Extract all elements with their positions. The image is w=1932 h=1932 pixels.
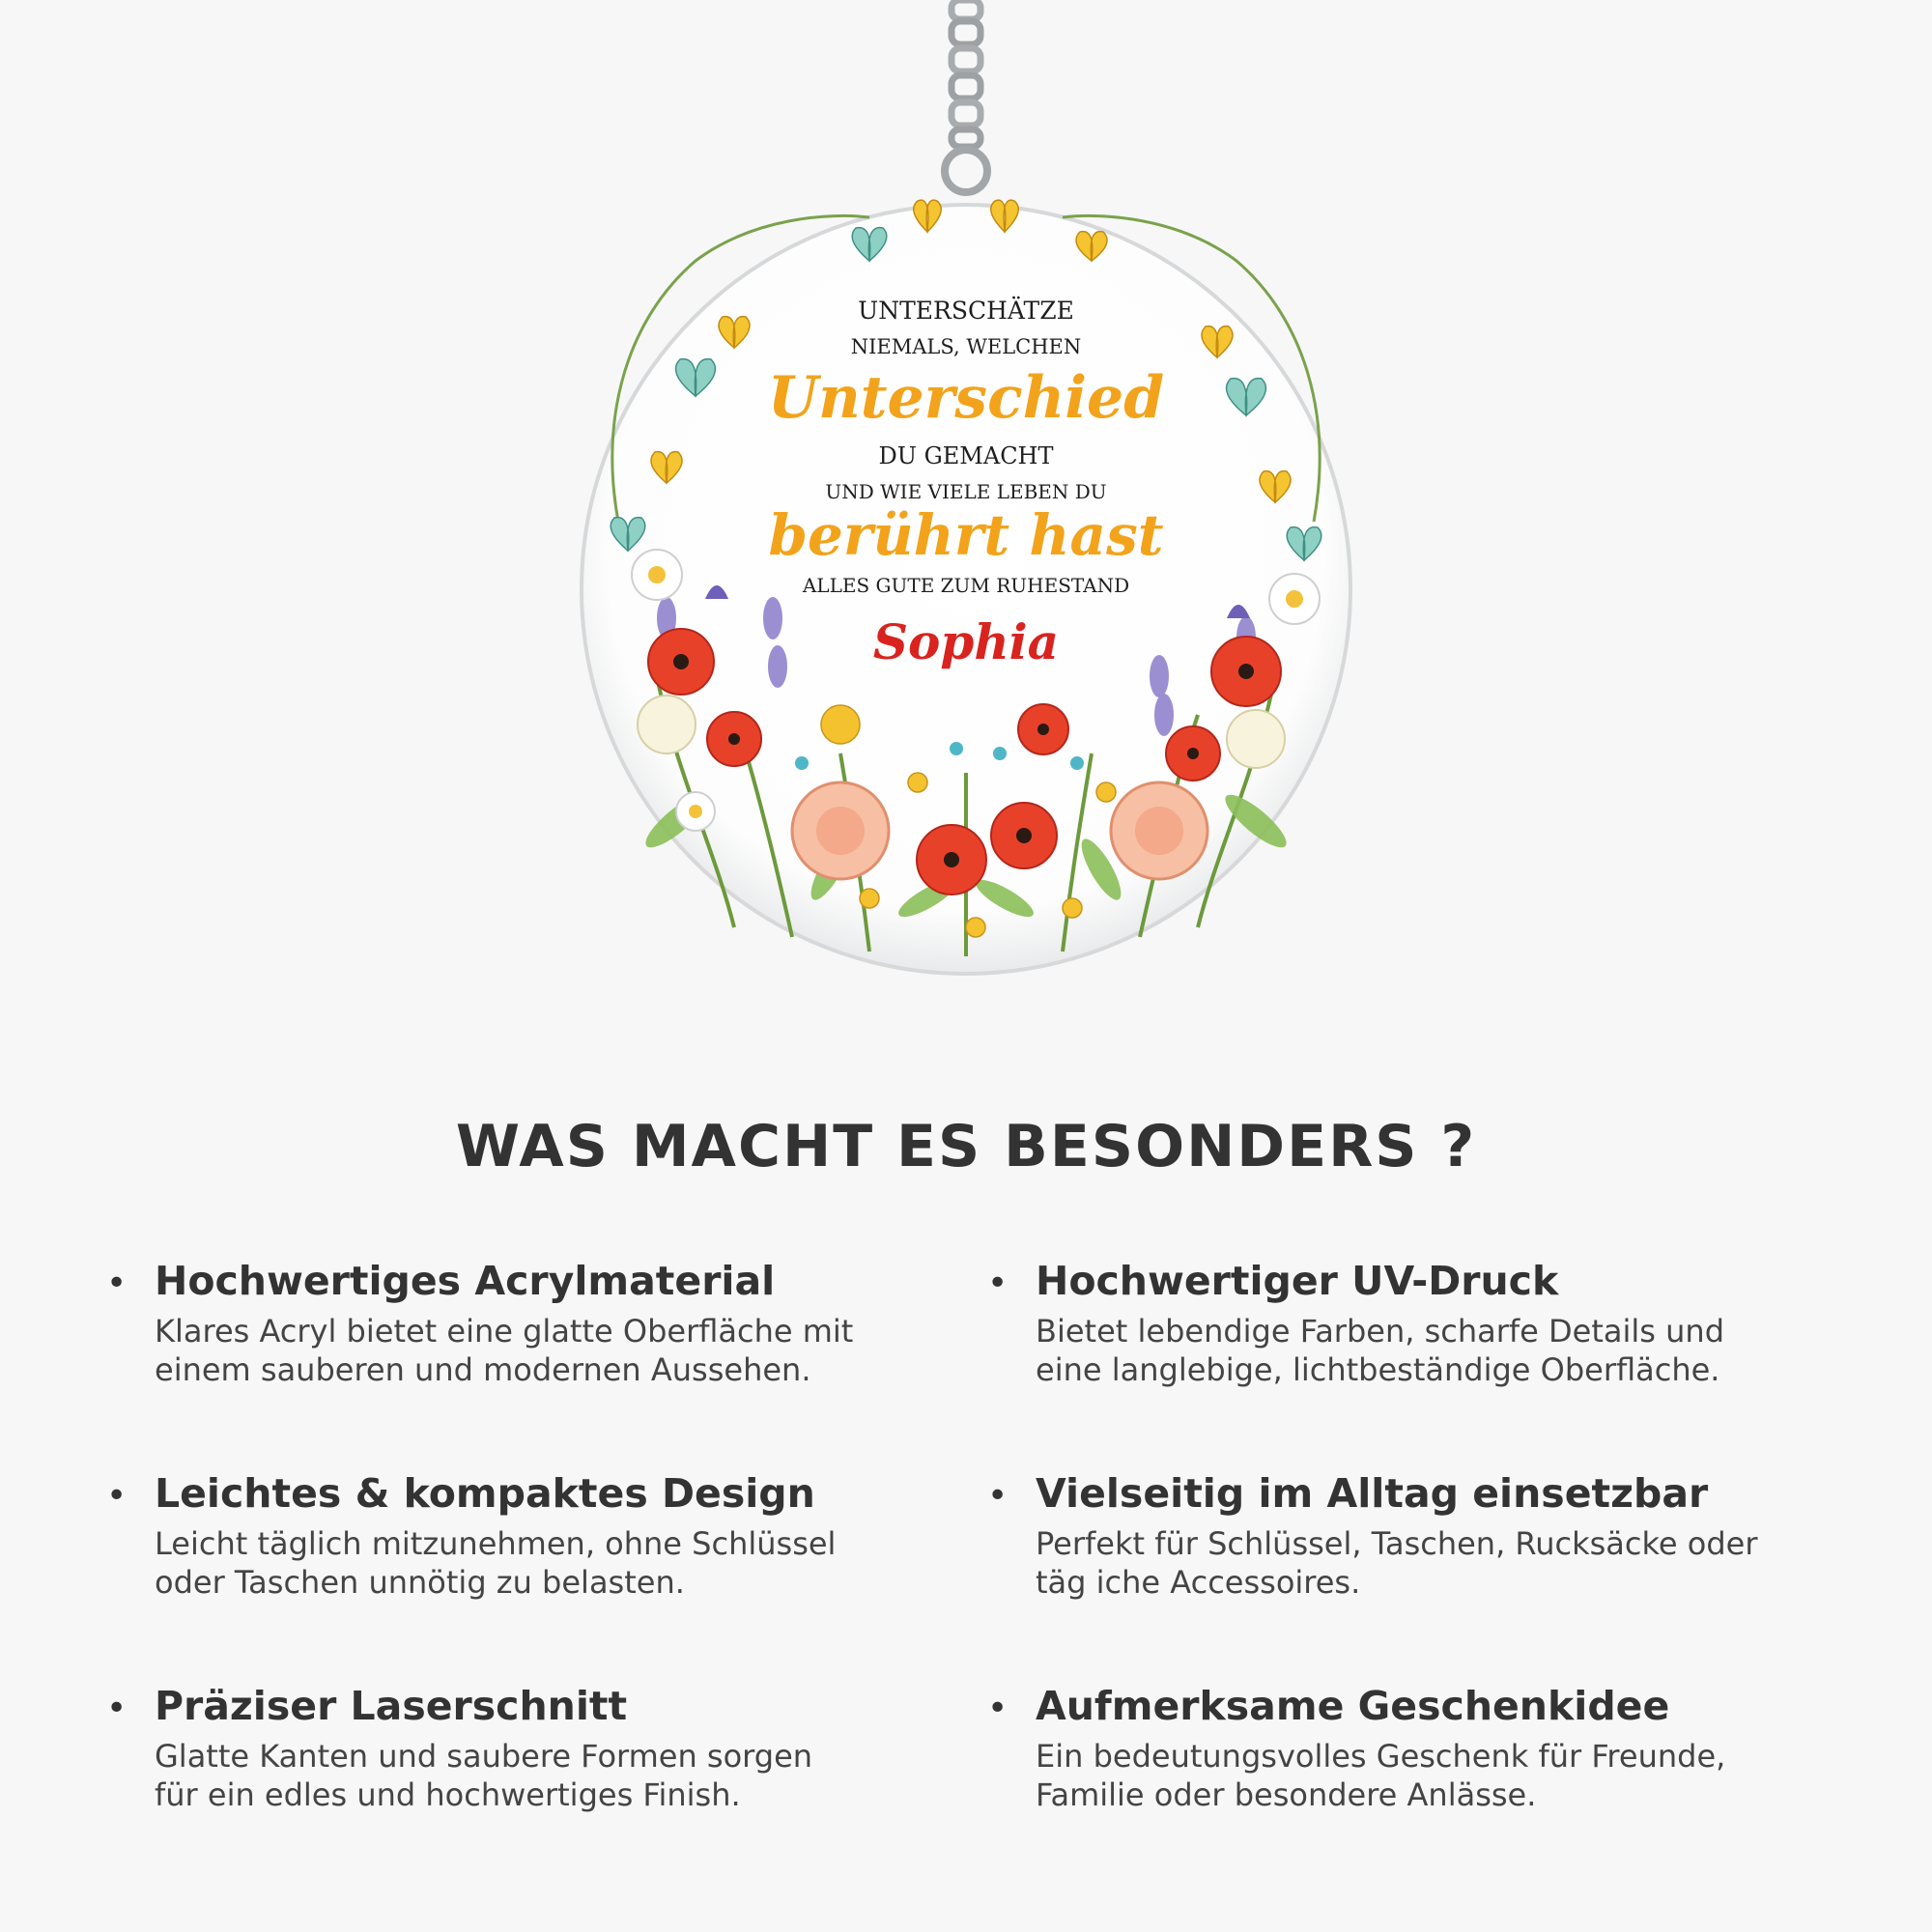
bullet-icon: •: [106, 1476, 128, 1516]
disc-line-3: DU GEMACHT: [878, 442, 1054, 469]
personalized-name: Sophia: [872, 613, 1060, 670]
bullet-icon: •: [987, 1476, 1009, 1516]
chain-icon: [945, 0, 987, 192]
feature-description: Perfekt für Schlüssel, Taschen, Rucksäcke oder täg iche Accessoires.: [1036, 1525, 1758, 1601]
feature-item: [987, 1468, 1828, 1602]
feature-description: Leicht täglich mitzunehmen, ohne Schlüssel oder Taschen unnötig zu belasten.: [155, 1525, 837, 1601]
feature-title: Vielseitig im Alltag einsetzbar: [1036, 1470, 1709, 1517]
feature-title: Hochwertiges Acrylmaterial: [155, 1258, 776, 1304]
feature-item: [987, 1256, 1828, 1389]
disc-script-1: Unterschied: [767, 364, 1165, 432]
bullet-icon: •: [106, 1689, 128, 1728]
feature-item: [987, 1681, 1828, 1814]
feature-item: [106, 1468, 947, 1602]
feature-description: Glatte Kanten und saubere Formen sorgen für ein edles und hochwertiges Finish.: [155, 1738, 813, 1813]
feature-title: Leichtes & kompaktes Design: [155, 1470, 815, 1517]
feature-item: [106, 1256, 947, 1389]
feature-description: Bietet lebendige Farben, scharfe Details und eine langlebige, lichtbeständige Oberfläche.: [1036, 1313, 1724, 1388]
feature-item: [106, 1681, 947, 1814]
disc-line-4: UND WIE VIELE LEBEN DU: [825, 480, 1107, 503]
disc-line-2: NIEMALS, WELCHEN: [850, 335, 1082, 358]
disc-script-2: berührt hast: [768, 502, 1164, 568]
feature-description: Ein bedeutungsvolles Geschenk für Freunde, Familie oder besondere Anlässe.: [1036, 1738, 1726, 1813]
bullet-icon: •: [106, 1264, 128, 1303]
feature-title: Hochwertiger UV-Druck: [1036, 1258, 1559, 1304]
feature-description: Klares Acryl bietet eine glatte Oberfläche mit einem sauberen und modernen Aussehen.: [155, 1313, 854, 1388]
section-title: WAS MACHT ES BESONDERS ?: [455, 1113, 1477, 1180]
bullet-icon: •: [987, 1689, 1009, 1728]
disc-line-5: ALLES GUTE ZUM RUHESTAND: [802, 574, 1130, 597]
bullet-icon: •: [987, 1264, 1009, 1303]
feature-title: Präziser Laserschnitt: [155, 1683, 628, 1729]
disc-line-1: UNTERSCHÄTZE: [858, 297, 1074, 325]
feature-title: Aufmerksame Geschenkidee: [1036, 1683, 1670, 1729]
